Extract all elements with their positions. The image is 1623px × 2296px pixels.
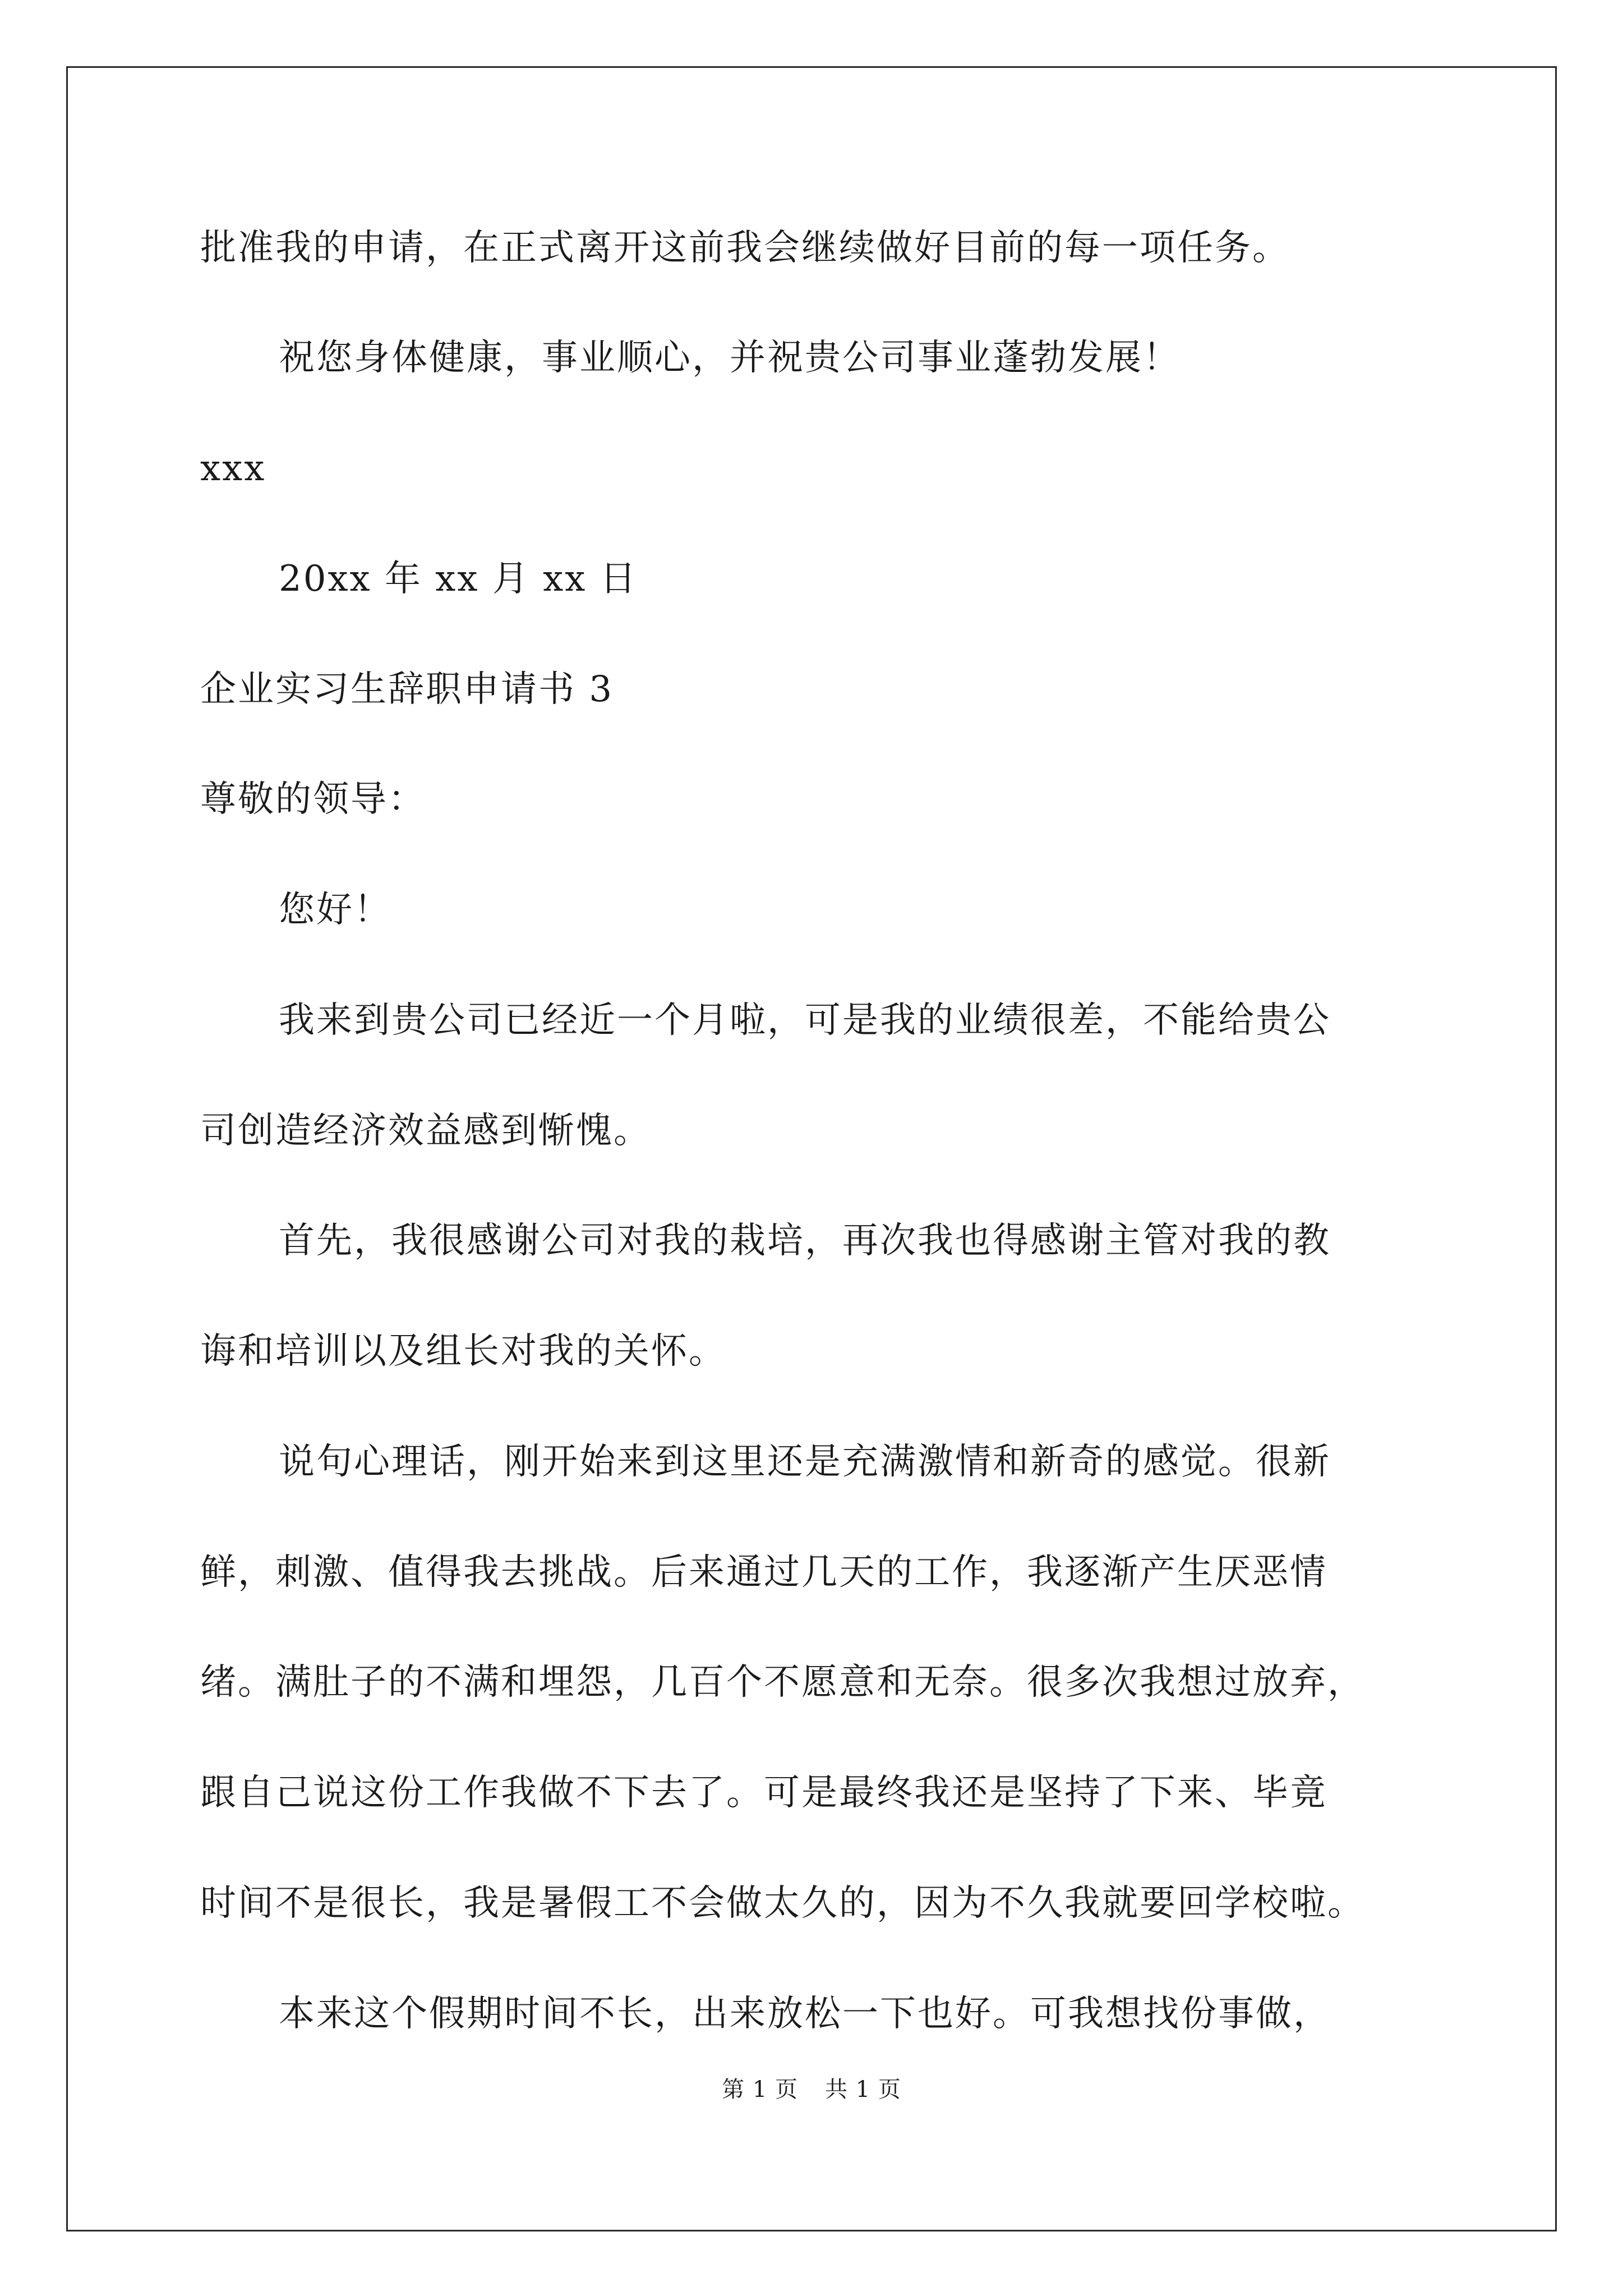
text-line: 首先，我很感谢公司对我的栽培，再次我也得感谢主管对我的教 [279,1220,1331,1262]
signature-name: xxx [200,448,266,489]
salutation: 尊敬的领导： [200,779,426,820]
page-number: 第 1 页 [722,2077,798,2102]
text-line: 鲜，刺激、值得我去挑战。后来通过几天的工作，我逐渐产生厌恶情 [200,1552,1327,1593]
text-line: 时间不是很长，我是暑假工不会做太久的，因为不久我就要回学校啦。 [200,1883,1365,1924]
text-line: 诲和培训以及组长对我的关怀。 [200,1331,726,1372]
text-line: 批准我的申请，在正式离开这前我会继续做好目前的每一项任务。 [200,227,1290,269]
text-line: 司创造经济效益感到惭愧。 [200,1110,651,1152]
text-line: 绪。满肚子的不满和埋怨，几百个不愿意和无奈。很多次我想过放弃， [200,1662,1365,1703]
text-line: 跟自己说这份工作我做不下去了。可是最终我还是坚持了下来、毕竟 [200,1772,1327,1814]
text-line: 本来这个假期时间不长，出来放松一下也好。可我想找份事做， [279,1993,1331,2035]
signature-date: 20xx 年 xx 月 xx 日 [279,558,638,600]
text-line: 我来到贵公司已经近一个月啦，可是我的业绩很差，不能给贵公 [279,1000,1331,1041]
page-total: 共 1 页 [825,2077,901,2102]
text-line: 祝您身体健康，事业顺心，并祝贵公司事业蓬勃发展！ [279,337,1181,379]
section-heading: 企业实习生辞职申请书 3 [200,669,614,710]
page-footer [0,2072,1623,2104]
greeting: 您好！ [279,889,391,931]
text-line: 说句心理话，刚开始来到这里还是充满激情和新奇的感觉。很新 [279,1441,1331,1483]
